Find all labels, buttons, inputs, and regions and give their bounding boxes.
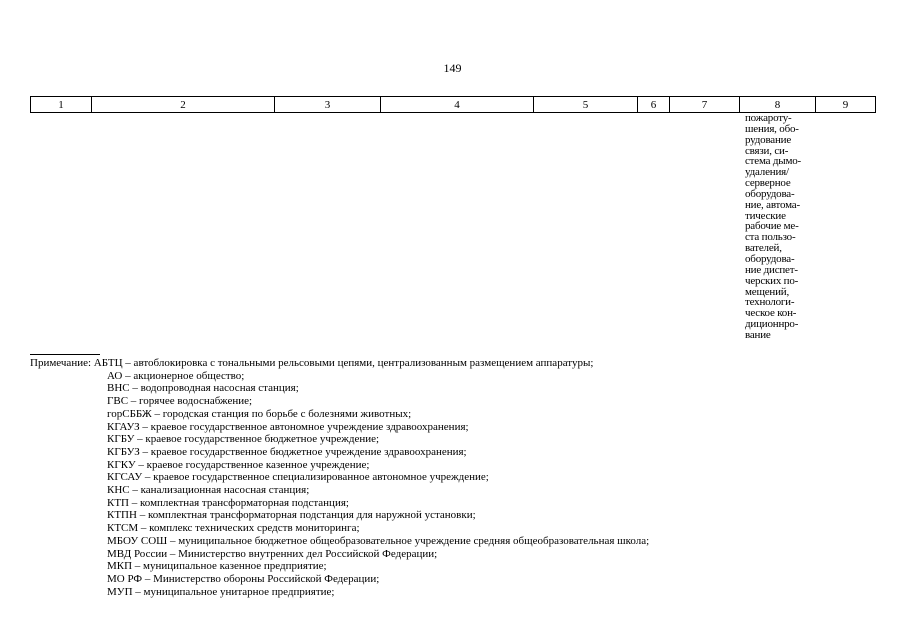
note-item: КГАУЗ – краевое государственное автономное учреждение здравоохранения; — [107, 420, 469, 433]
cell-text-line: серверное — [745, 177, 791, 190]
notes-section — [30, 357, 880, 598]
cell-text-line: мещений, — [745, 285, 790, 298]
column-number: 2 — [92, 97, 275, 113]
note-first-line — [30, 357, 880, 370]
table-header-row — [31, 97, 876, 113]
cell-text-line: стема дымо- — [745, 155, 802, 168]
cell-text-line: диционнро- — [745, 318, 799, 331]
cell-text-line: ческое кон- — [745, 307, 797, 320]
cell-text-line: ние диспет- — [745, 263, 798, 276]
note-item: МКП – муниципальное казенное предприятие; — [107, 560, 327, 573]
cell-text-line: оборудова- — [745, 187, 795, 200]
table-header — [30, 96, 876, 113]
note-item: КТСМ – комплекс технических средств мониторинга; — [107, 522, 360, 535]
cell-text-line: удаления/ — [745, 166, 789, 179]
note-item: МО РФ – Министерство обороны Российской Федерации; — [107, 572, 380, 585]
column-number: 1 — [31, 97, 92, 113]
cell-text-line: связи, си- — [745, 144, 789, 157]
note-item: АБТЦ – автоблокировка с тональными рельсовыми цепями, централизованным размещением аппаратуры; — [93, 357, 594, 369]
note-item: КНС – канализационная насосная станция; — [107, 484, 310, 497]
cell-text-line: тические — [745, 209, 786, 222]
note-item: АО – акционерное общество; — [107, 369, 245, 382]
cell-text-line: вателей, — [745, 242, 782, 255]
cell-text-line: рабочие ме- — [745, 220, 799, 233]
cell-text-line: рудование — [745, 133, 792, 146]
note-item: МУП – муниципальное унитарное предприятие; — [107, 585, 335, 598]
note-item: ГВС – горячее водоснабжение; — [107, 395, 253, 408]
cell-text-line: черских по- — [745, 274, 799, 287]
note-label: Примечание: — [30, 357, 92, 369]
note-item: КГБУ – краевое государственное бюджетное учреждение; — [107, 433, 380, 446]
cell-text-line: оборудова- — [745, 252, 795, 265]
note-item: горСББЖ – городская станция по борьбе с болезнями животных; — [107, 407, 412, 420]
cell-text-line: пожароту- — [745, 112, 792, 124]
note-item: МВД России – Министерство внутренних дел Российской Федерации; — [107, 547, 438, 560]
cell-text-line: ста пользо- — [745, 231, 796, 244]
column-number: 3 — [275, 97, 381, 113]
cell-text-line: шения, обо- — [745, 122, 799, 135]
cell-text-line: вание — [745, 328, 771, 341]
column-number: 8 — [740, 97, 816, 113]
cell-text-line: ние, автома- — [745, 198, 800, 211]
note-item: КГСАУ – краевое государственное специализированное автономное учреждение; — [107, 471, 489, 484]
note-item: МБОУ СОШ – муниципальное бюджетное общеобразовательное учреждение средняя общеобразовательная школа; — [107, 534, 650, 547]
cell-text-line: технологи- — [745, 296, 795, 309]
note-item: КГКУ – краевое государственное казенное учреждение; — [107, 458, 370, 471]
note-item: КТПН – комплектная трансформаторная подстанция для наружной установки; — [107, 509, 476, 522]
footnote-divider — [30, 354, 100, 355]
note-item: КТП – комплектная трансформаторная подстанция; — [107, 496, 349, 509]
column-8-cell-text — [745, 113, 817, 341]
column-number: 9 — [816, 97, 876, 113]
page-number: 149 — [443, 61, 462, 75]
note-item: КГБУЗ – краевое государственное бюджетное учреждение здравоохранения; — [107, 445, 467, 458]
column-number: 4 — [381, 97, 534, 113]
column-number: 5 — [534, 97, 638, 113]
note-item: ВНС – водопроводная насосная станция; — [107, 382, 299, 395]
column-number: 6 — [638, 97, 670, 113]
column-number: 7 — [670, 97, 740, 113]
